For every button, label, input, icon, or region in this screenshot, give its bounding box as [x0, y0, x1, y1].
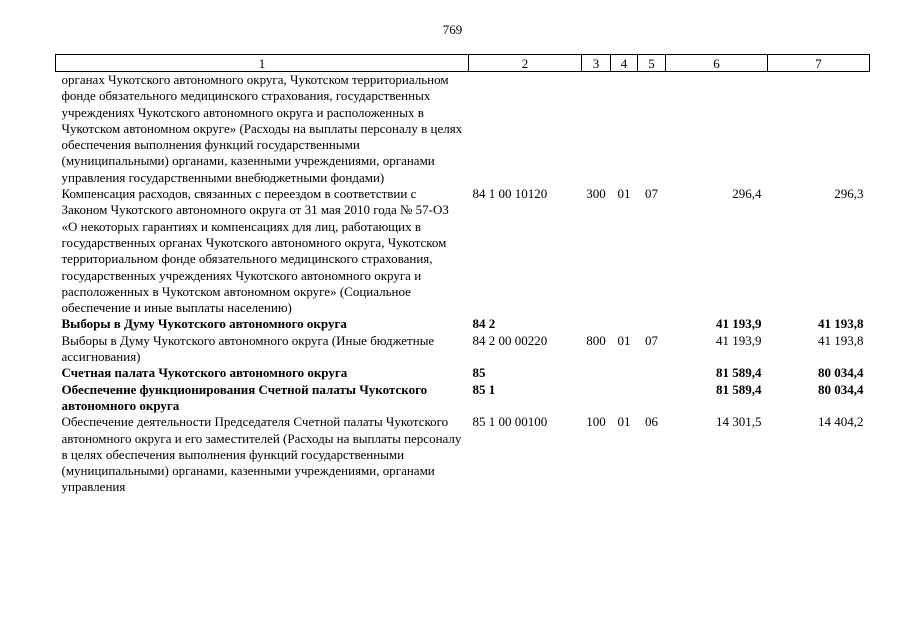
- row-section-cell: 01: [617, 332, 631, 348]
- row-name-cell: Выборы в Думу Чукотского автономного округа (Иные бюджетные ассигнования): [61, 332, 435, 365]
- row-code-cell: 84 1 00 10120: [472, 186, 548, 202]
- row-subsection-cell: [638, 72, 666, 187]
- row-amount-1-cell: 41 193,9: [716, 316, 762, 332]
- row-amount-2-cell: 14 404,2: [818, 414, 864, 430]
- row-section-cell: [611, 365, 638, 381]
- header-col-4: 4: [611, 55, 638, 72]
- row-amount-1-cell: 81 589,4: [716, 365, 762, 381]
- table-row: [56, 186, 870, 316]
- row-section-cell: [611, 316, 638, 332]
- row-expense-type-cell: 100: [586, 414, 606, 430]
- row-name-cell: Обеспечение деятельности Председателя Счетной палаты Чукотского автономного округа и его заместителей (Расходы на выплаты персоналу в целях обеспечения выполнения функций государственными (муниципальными) органами, казенными учреждениями, органами управления: [61, 414, 462, 495]
- row-amount-1-cell: 296,4: [732, 186, 762, 202]
- table-body: [56, 72, 870, 496]
- row-amount-2-cell: [768, 72, 870, 187]
- row-subsection-cell: [638, 382, 666, 415]
- row-name-cell: Выборы в Думу Чукотского автономного округа: [61, 316, 347, 332]
- row-name-cell: органах Чукотского автономного округа, Чукотском территориальном фонде обязательного медицинского страхования, государственных учреждениях Чукотского автономного округа и расположенных в Чукотском автономном округе» (Расходы на выплаты персоналу в целях обеспечения выполнения функций государственными (муниципальными) органами, казенными учреждениями, органами управления государственными внебюджетными фондами): [61, 72, 463, 185]
- row-section-cell: [611, 382, 638, 415]
- row-expense-type-cell: [582, 365, 611, 381]
- row-subsection-cell: [638, 316, 666, 332]
- row-amount-2-cell: 80 034,4: [818, 381, 864, 397]
- row-amount-2-cell: 41 193,8: [818, 316, 864, 332]
- row-code-cell: 84 2 00 00220: [472, 332, 548, 348]
- row-code-cell: [469, 72, 582, 187]
- row-subsection-cell: [638, 365, 666, 381]
- header-col-3: 3: [582, 55, 611, 72]
- row-code-cell: 84 2: [472, 316, 496, 332]
- table-row: [56, 414, 870, 495]
- row-code-cell: 85 1 00 00100: [472, 414, 548, 430]
- header-col-2: 2: [469, 55, 582, 72]
- row-name-cell: Счетная палата Чукотского автономного округа: [61, 365, 348, 381]
- table-row: [56, 316, 870, 332]
- row-expense-type-cell: [582, 316, 611, 332]
- row-amount-2-cell: 296,3: [834, 186, 864, 202]
- row-code-cell: 85 1: [472, 381, 496, 397]
- row-amount-2-cell: 41 193,8: [818, 332, 864, 348]
- row-name-cell: Обеспечение функционирования Счетной палаты Чукотского автономного округа: [61, 381, 428, 413]
- table-row: [56, 365, 870, 381]
- row-expense-type-cell: [582, 382, 611, 415]
- row-expense-type-cell: [582, 72, 611, 187]
- row-section-cell: [611, 72, 638, 187]
- table-row: [56, 72, 870, 187]
- header-col-1: 1: [56, 55, 469, 72]
- row-section-cell: 01: [617, 186, 631, 202]
- header-col-6: 6: [666, 55, 768, 72]
- table-row: [56, 382, 870, 415]
- row-amount-1-cell: 81 589,4: [716, 381, 762, 397]
- row-code-cell: 85: [472, 365, 486, 381]
- page-number: 769: [442, 22, 463, 37]
- row-subsection-cell: 06: [645, 414, 658, 430]
- row-section-cell: 01: [617, 414, 631, 430]
- header-col-7: 7: [768, 55, 870, 72]
- row-subsection-cell: 07: [645, 186, 658, 202]
- table-row: [56, 333, 870, 366]
- row-amount-1-cell: 14 301,5: [716, 414, 762, 430]
- table-header-row: [56, 55, 870, 72]
- row-name-cell: Компенсация расходов, связанных с переездом в соответствии с Законом Чукотского автономного округа от 31 мая 2010 года № 57-ОЗ «О некоторых гарантиях и компенсациях для лиц, работающих в государственных органах Чукотского автономного округа, Чукотском территориальном фонде обязательного медицинского страхования, государственных учреждениях Чукотского автономного округа и расположенных в Чукотском автономном округе» (Социальное обеспечение и иные выплаты населению): [61, 186, 449, 316]
- budget-table: [55, 54, 870, 496]
- row-amount-2-cell: 80 034,4: [818, 365, 864, 381]
- row-subsection-cell: 07: [645, 332, 658, 348]
- row-amount-1-cell: [666, 72, 768, 187]
- header-col-5: 5: [638, 55, 666, 72]
- row-expense-type-cell: 800: [586, 332, 606, 348]
- row-expense-type-cell: 300: [586, 186, 606, 202]
- row-amount-1-cell: 41 193,9: [716, 332, 762, 348]
